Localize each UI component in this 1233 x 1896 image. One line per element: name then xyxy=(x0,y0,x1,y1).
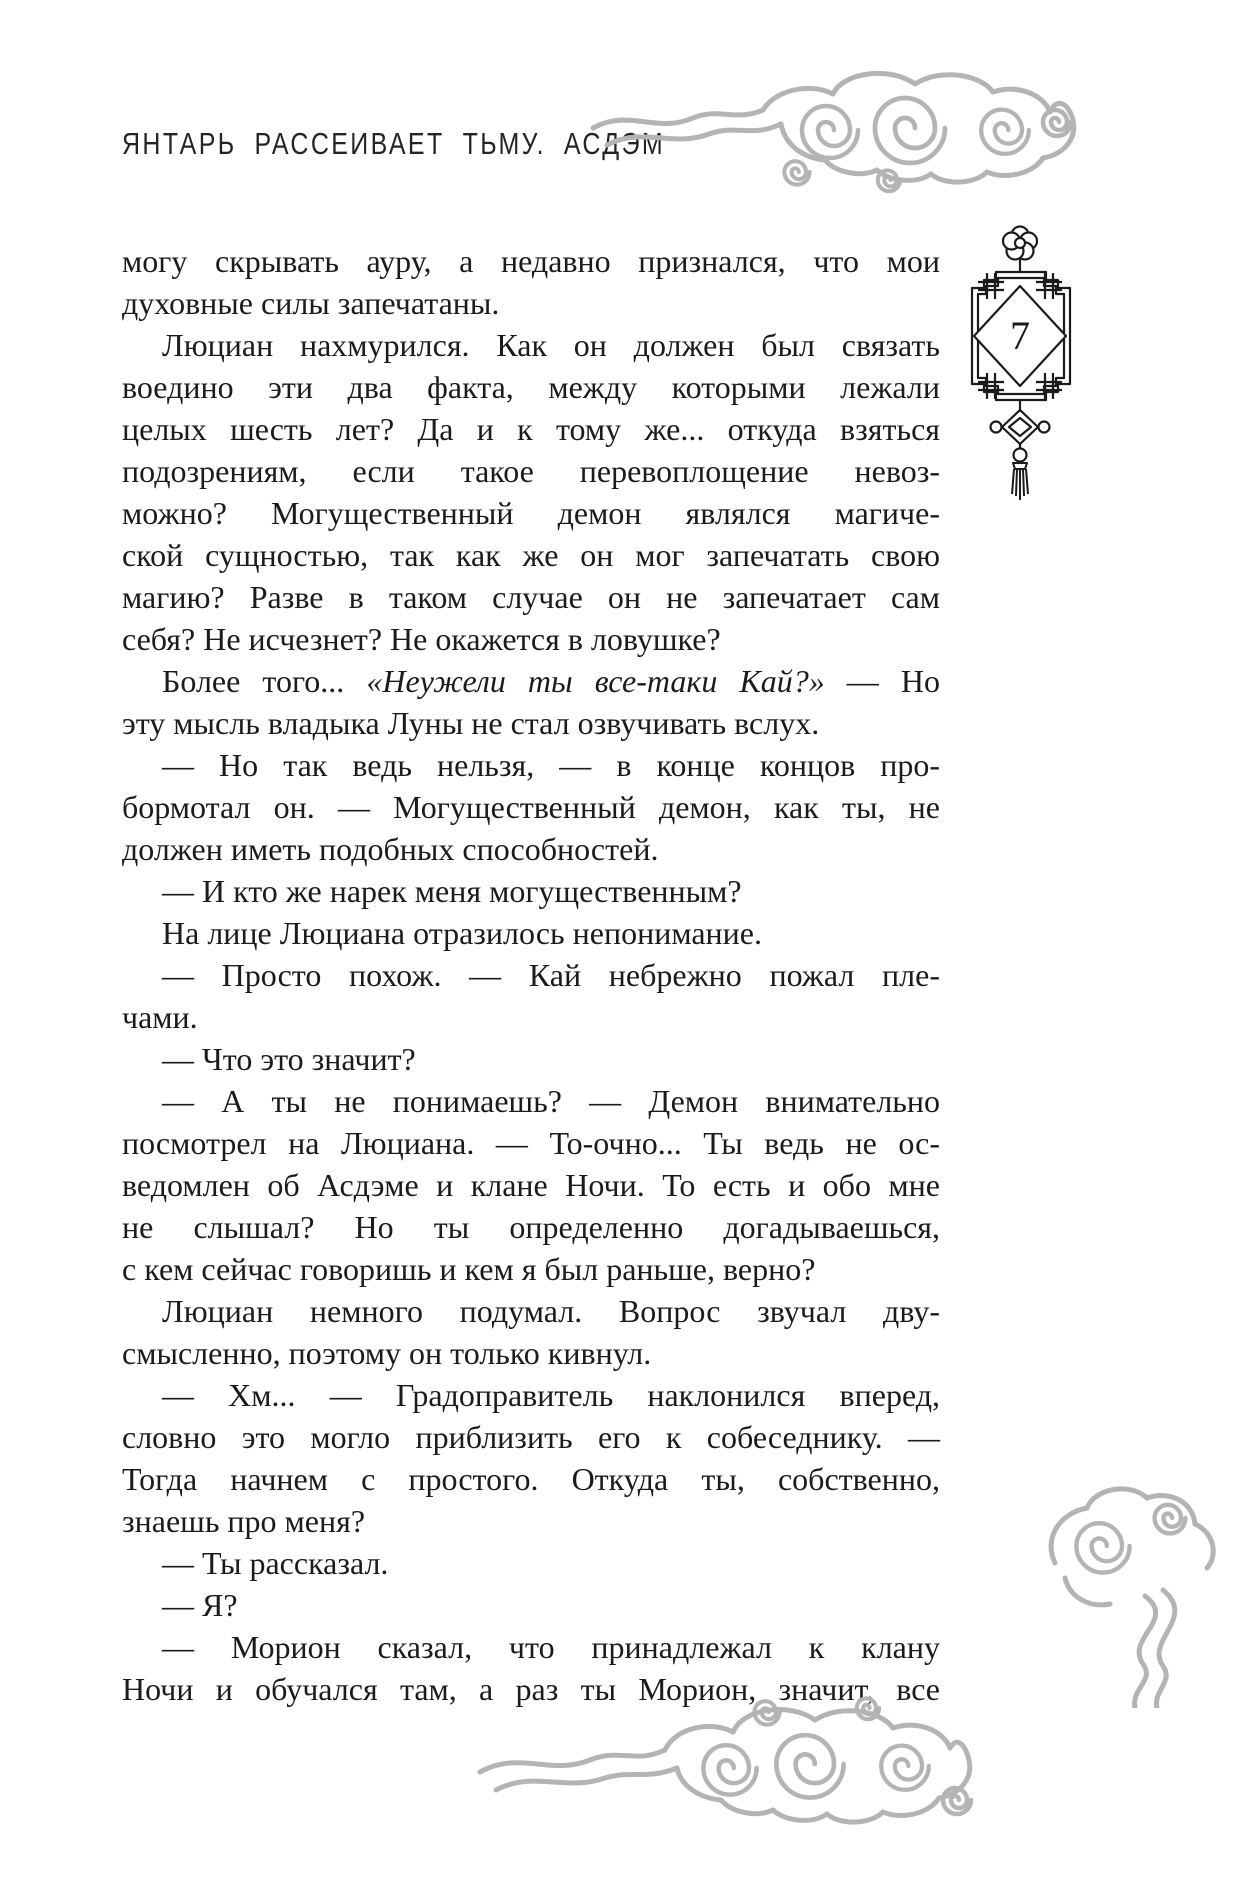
text-line: смысленно, поэтому он только кивнул. xyxy=(122,1335,652,1371)
text-line: подозрениям, если такое перевоплощение невоз- xyxy=(122,453,940,489)
text-line: знаешь про меня? xyxy=(122,1503,366,1539)
body-text xyxy=(122,240,940,1710)
text-line: ской сущностью, так как же он мог запечатать свою xyxy=(122,537,940,573)
text-line: должен иметь подобных способностей. xyxy=(122,831,659,867)
text-line: с кем сейчас говоришь и кем я был раньше, верно? xyxy=(122,1251,816,1287)
text-line: ведомлен об Асдэме и клане Ночи. То есть и обо мне xyxy=(122,1167,940,1203)
text-line: — Но так ведь нельзя, — в конце концов про- xyxy=(162,747,940,783)
text-line: бормотал он. — Могущественный демон, как ты, не xyxy=(122,789,940,825)
text-line: посмотрел на Люциана. — То-очно... Ты ведь не ос- xyxy=(122,1125,940,1161)
text-line: не слышал? Но ты определенно догадываешься, xyxy=(122,1209,940,1245)
tassel-ring-icon xyxy=(1014,449,1027,462)
text-line: — Просто похож. — Кай небрежно пожал пле- xyxy=(162,957,940,993)
page-number: 7 xyxy=(1010,313,1030,358)
text-line: духовные силы запечатаны. xyxy=(122,285,500,321)
text-line: Люциан нахмурился. Как он должен был связать xyxy=(162,327,940,363)
text-line: могу скрывать ауру, а недавно признался, что мои xyxy=(122,243,940,279)
text-line xyxy=(122,660,940,702)
text-line: — А ты не понимаешь? — Демон внимательно xyxy=(162,1083,940,1119)
text-line: — Ты рассказал. xyxy=(162,1545,389,1581)
text-line: Люциан немного подумал. Вопрос звучал дву- xyxy=(162,1293,940,1329)
text-line: Тогда начнем с простого. Откуда ты, собственно, xyxy=(122,1461,940,1497)
text-line: — Морион сказал, что принадлежал к клану xyxy=(162,1629,940,1665)
inline-italic-quote: «Неужели ты все-таки Кай?» xyxy=(366,663,825,699)
text-line: чами. xyxy=(122,999,198,1035)
text-line: — Что это значит? xyxy=(162,1041,416,1077)
rosette-flower-icon xyxy=(1003,227,1037,260)
text-line: — И кто же нарек меня могущественным? xyxy=(162,873,742,909)
text-line: себя? Не исчезнет? Не окажется в ловушке? xyxy=(122,621,721,657)
text-line: — Я? xyxy=(162,1587,238,1623)
page-number-lantern-ornament xyxy=(958,222,1088,507)
cloud-ornament-corner-icon xyxy=(1025,1468,1233,1708)
text-line: На лице Люциана отразилось непонимание. xyxy=(162,915,762,951)
chinese-knot-icon xyxy=(991,410,1050,448)
cloud-ornament-top-icon xyxy=(585,50,1105,200)
text-segment: — Но xyxy=(824,663,941,699)
text-line: можно? Могущественный демон являлся магиче- xyxy=(122,495,940,531)
text-line: магию? Разве в таком случае он не запечатает сам xyxy=(122,579,940,615)
text-line: воедино эти два факта, между которыми лежали xyxy=(122,369,940,405)
text-segment: Более того... xyxy=(162,663,367,699)
text-line: Ночи и обучался там, а раз ты Морион, значит, все xyxy=(122,1671,940,1707)
text-line: словно это могло приблизить его к собеседнику. — xyxy=(122,1419,940,1455)
tassel-icon xyxy=(1012,463,1028,500)
text-line: целых шесть лет? Да и к тому же... откуда взяться xyxy=(122,411,940,447)
cloud-ornament-bottom-icon xyxy=(470,1680,1030,1840)
text-line: эту мысль владыка Луны не стал озвучивать вслух. xyxy=(122,705,820,741)
text-line: — Хм... — Градоправитель наклонился вперед, xyxy=(162,1377,940,1413)
running-header: ЯНТАРЬ РАССЕИВАЕТ ТЬМУ. АСДЭМ xyxy=(122,126,666,161)
